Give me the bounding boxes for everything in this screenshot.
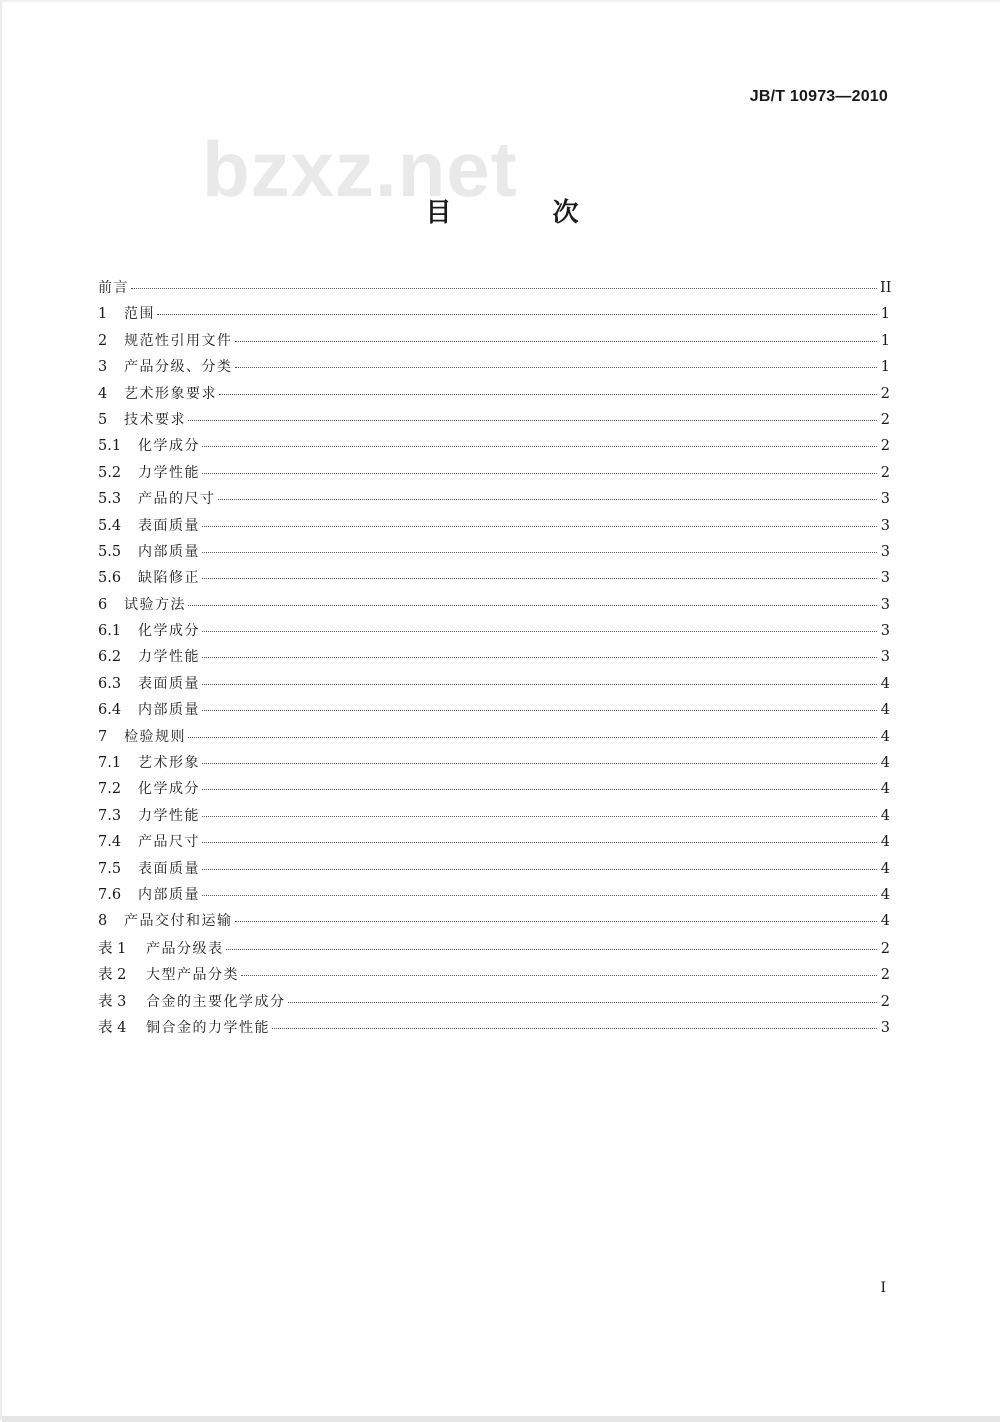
toc-entry-page: 4 [880,755,890,772]
dot-leader [241,975,877,976]
dot-leader [157,314,877,315]
dot-leader [288,1002,878,1003]
toc-entry-number: 3 [98,359,108,376]
toc-entry-number: 表 2 [98,967,127,984]
toc-entry-label: 产品交付和运输 [124,913,233,930]
toc-entry-page: 3 [880,596,890,613]
toc-entry-page: 2 [880,993,890,1010]
toc-entry[interactable] [98,277,890,303]
toc-entry[interactable] [98,884,890,910]
toc-entry-number: 6.4 [98,702,122,719]
toc-entry-page: 4 [880,807,890,824]
page-number: I [880,1280,886,1296]
dot-leader [202,869,877,870]
toc-entry-page: 4 [880,886,890,903]
toc-entry[interactable] [98,620,890,646]
toc-entry-number: 5.6 [98,570,122,587]
toc-entry-label: 大型产品分类 [146,967,239,984]
toc-entry-number: 2 [98,332,108,349]
toc-entry-label: 技术要求 [124,411,186,428]
dot-leader [202,763,877,764]
toc-entry-page: 2 [880,464,890,481]
dot-leader [202,526,877,527]
toc-entry-page: 3 [880,543,890,560]
toc-entry-label: 前言 [98,280,129,296]
toc-entry-number: 7.4 [98,834,122,851]
toc-entry[interactable] [98,646,890,672]
toc-entry-page: 4 [880,675,890,692]
toc-entry-number: 5.1 [98,438,122,455]
watermark: bzxz.net [202,125,518,213]
toc-entry[interactable] [98,752,890,778]
toc-entry-number: 8 [98,913,108,930]
toc-entry-label: 表面质量 [138,517,200,534]
toc-entry-page: 2 [880,438,890,455]
toc-entry-page: 2 [880,967,890,984]
toc-entry-label: 产品分级表 [146,940,224,957]
toc-entry-number: 7.5 [98,860,122,877]
page-title: 目 次 [425,198,625,228]
dot-leader [235,341,878,342]
toc-entry[interactable] [98,831,890,857]
dot-leader [219,394,877,395]
toc-entry-page: 1 [880,332,890,349]
toc-entry[interactable] [98,515,890,541]
toc-entry-number: 7 [98,728,108,745]
dot-leader [218,499,878,500]
dot-leader [235,367,878,368]
toc-entry[interactable] [98,488,890,514]
toc-entry-number: 5.3 [98,491,122,508]
toc-entry-label: 内部质量 [138,886,200,903]
toc-entry-page: 4 [880,781,890,798]
dot-leader [226,949,878,950]
toc-entry-label: 产品尺寸 [138,834,200,851]
dot-leader [188,737,877,738]
toc-entry-page: 4 [880,913,890,930]
toc-entry-label: 表面质量 [138,860,200,877]
toc-entry-number: 5 [98,411,108,428]
toc-entry-label: 缺陷修正 [138,570,200,587]
dot-leader [202,552,877,553]
toc-entry-number: 7.6 [98,886,122,903]
toc-entry-label: 表面质量 [138,675,200,692]
toc-entry[interactable] [98,594,890,620]
toc-entry-page: 3 [880,570,890,587]
dot-leader [272,1028,877,1029]
toc-entry[interactable] [98,858,890,884]
toc-entry[interactable] [98,990,890,1016]
toc-entry-label: 试验方法 [124,596,186,613]
dot-leader [202,789,877,790]
toc-entry-page: 1 [880,359,890,376]
toc-entry-page: 3 [880,517,890,534]
dot-leader [202,710,877,711]
toc-entry-number: 5.4 [98,517,122,534]
toc-entry[interactable] [98,567,890,593]
toc-entry-number: 6 [98,596,108,613]
toc-entry-number: 6.2 [98,649,122,666]
dot-leader [202,684,877,685]
toc-entry-label: 检验规则 [124,728,186,745]
toc-entry-label: 力学性能 [138,649,200,666]
toc-entry[interactable] [98,330,890,356]
dot-leader [235,921,878,922]
toc-entry-page: 4 [880,834,890,851]
toc-entry[interactable] [98,699,890,725]
toc-entry-page: 3 [880,491,890,508]
toc-entry[interactable] [98,409,890,435]
toc-entry[interactable] [98,1016,890,1042]
toc-entry[interactable] [98,541,890,567]
toc-entry-page: 3 [880,649,890,666]
dot-leader [188,420,877,421]
toc-entry[interactable] [98,383,890,409]
toc-entry-label: 化学成分 [138,623,200,640]
toc-entry-page: 3 [880,623,890,640]
toc-entry-page: 4 [880,702,890,719]
toc-entry-page: 2 [880,385,890,402]
toc-entry-number: 4 [98,385,108,402]
toc-entry-label: 化学成分 [138,438,200,455]
toc-entry[interactable] [98,356,890,382]
toc-entry-page: 4 [880,860,890,877]
toc-entry-label: 范围 [124,306,155,323]
toc-entry-label: 合金的主要化学成分 [146,993,286,1010]
toc-entry-number: 表 1 [98,940,127,957]
dot-leader [202,842,877,843]
dot-leader [202,895,877,896]
toc-entry-label: 力学性能 [138,464,200,481]
toc-entry-label: 力学性能 [138,807,200,824]
toc-entry-number: 1 [98,306,108,323]
toc-entry-label: 产品分级、分类 [124,359,233,376]
toc-entry-page: 1 [880,306,890,323]
dot-leader [202,816,877,817]
toc-entry[interactable] [98,805,890,831]
toc-entry-number: 5.5 [98,543,122,560]
toc-entry[interactable] [98,937,890,963]
toc-entry-label: 内部质量 [138,543,200,560]
toc-entry-label: 产品的尺寸 [138,491,216,508]
toc-entry[interactable] [98,462,890,488]
toc-entry-number: 7.2 [98,781,122,798]
toc-entry-page: 4 [880,728,890,745]
dot-leader [202,473,877,474]
toc-entry[interactable] [98,910,890,936]
dot-leader [202,446,877,447]
standard-code: JB/T 10973—2010 [749,88,888,105]
toc-entry[interactable] [98,726,890,752]
toc-entry-page: 2 [880,411,890,428]
toc-entry-number: 6.3 [98,675,122,692]
toc-entry[interactable] [98,303,890,329]
dot-leader [188,605,877,606]
bottom-edge [2,1416,1000,1422]
toc-entry-label: 铜合金的力学性能 [146,1019,270,1036]
toc-entry[interactable] [98,963,890,989]
dot-leader [131,288,877,289]
toc-entry-label: 内部质量 [138,702,200,719]
toc-entry[interactable] [98,778,890,804]
toc-entry[interactable] [98,673,890,699]
toc-entry-label: 规范性引用文件 [124,332,233,349]
toc-entry-page: II [880,280,892,296]
toc-entry-page: 3 [880,1019,890,1036]
toc-entry-number: 6.1 [98,623,122,640]
toc-entry-number: 7.3 [98,807,122,824]
toc-entry[interactable] [98,435,890,461]
dot-leader [202,578,877,579]
toc-entry-label: 化学成分 [138,781,200,798]
dot-leader [202,657,877,658]
table-of-contents [98,277,890,1042]
toc-entry-page: 2 [880,940,890,957]
toc-entry-number: 表 4 [98,1019,127,1036]
toc-entry-label: 艺术形象 [138,755,200,772]
dot-leader [202,631,877,632]
toc-entry-number: 7.1 [98,755,122,772]
toc-entry-number: 5.2 [98,464,122,481]
toc-entry-label: 艺术形象要求 [124,385,217,402]
toc-entry-number: 表 3 [98,993,127,1010]
